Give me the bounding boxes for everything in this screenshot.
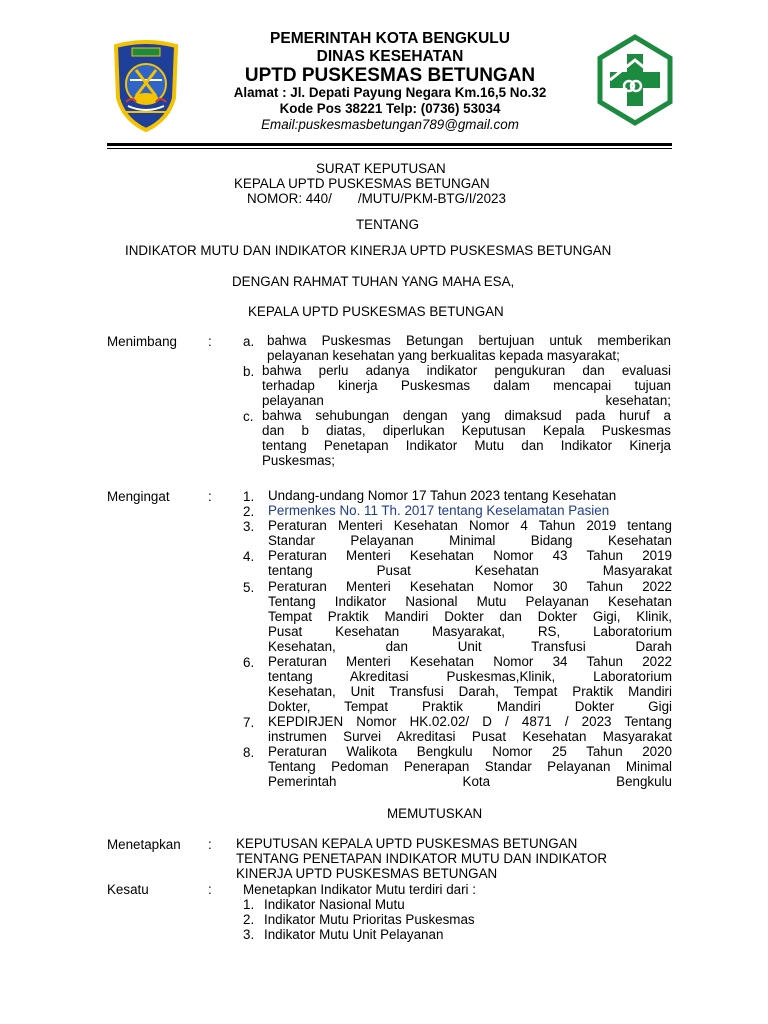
mengingat-item-7: [268, 715, 672, 745]
list-item-line: Permenkes No. 11 Th. 2017 tentang Keselamatan Pasien: [268, 503, 610, 518]
kesatu-intro: Menetapkan Indikator Mutu terdiri dari :: [243, 882, 476, 897]
mengingat-item-8: [268, 745, 672, 790]
list-item-line: Peraturan Menteri Kesehatan Nomor 4 Tahun 2019 tentang: [268, 518, 672, 533]
kesatu-item-3-mark: 3.: [243, 927, 255, 942]
kesatu-item-2-mark: 2.: [243, 912, 255, 927]
mengingat-item-2: [268, 504, 672, 519]
list-item-line: Peraturan Menteri Kesehatan Nomor 43 Tahun 2019: [268, 548, 672, 563]
list-item-line: pelayanan kesehatan;: [262, 392, 671, 408]
puskesmas-cross-icon: [596, 34, 674, 126]
letterhead-government: PEMERINTAH KOTA BENGKULU: [270, 30, 510, 47]
menetapkan-colon: :: [208, 837, 212, 852]
list-item-line: KINERJA UPTD PUSKESMAS BETUNGAN: [236, 865, 498, 881]
menimbang-item-c-mark: c.: [243, 409, 254, 424]
list-item-line: dan b diatas, diperlukan Keputusan Kepala Puskesmas: [262, 422, 671, 438]
list-item-line: terhadap kinerja Puskesmas dalam mencapai tujuan: [262, 377, 671, 393]
kesatu-label: Kesatu: [107, 882, 149, 897]
list-item-line: Peraturan Walikota Bengkulu Nomor 25 Tahun 2020: [268, 744, 672, 759]
kesatu-colon: :: [208, 882, 212, 897]
list-item-line: TENTANG PENETAPAN INDIKATOR MUTU DAN INDIKATOR: [236, 850, 607, 866]
list-item-line: pelayanan kesehatan yang berkualitas kepada masyarakat;: [267, 347, 620, 363]
mengingat-item-5-mark: 5.: [243, 580, 255, 595]
letterhead-rule-thick: [107, 143, 672, 146]
mengingat-item-3: [268, 519, 672, 549]
mengingat-item-1: [268, 489, 672, 504]
list-item-line: Standar Pelayanan Minimal Bidang Kesehatan: [268, 532, 672, 548]
letterhead-email: Email:puskesmasbetungan789@gmail.com: [261, 117, 519, 132]
mengingat-label: Mengingat: [107, 489, 170, 504]
list-item-line: Tentang Indikator Nasional Mutu Pelayanan Kesehatan: [268, 593, 672, 609]
list-item-line: bahwa perlu adanya indikator pengukuran dan evaluasi: [262, 363, 671, 378]
letterhead-institution: UPTD PUSKESMAS BETUNGAN: [244, 65, 536, 86]
letterhead-agency: DINAS KESEHATAN: [316, 48, 464, 65]
right-logo: [596, 34, 674, 126]
list-item-line: tentang Penetapan Indikator Mutu dan Indikator Kinerja: [262, 437, 671, 453]
mengingat-item-3-mark: 3.: [243, 519, 255, 534]
decree-number: NOMOR: 440/ /MUTU/PKM-BTG/I/2023: [247, 191, 506, 206]
list-item-line: Kesehatan, dan Unit Transfusi Darah: [268, 638, 672, 654]
mengingat-item-1-mark: 1.: [243, 489, 255, 504]
list-item-line: Tentang Pedoman Penerapan Standar Pelayanan Minimal: [268, 758, 672, 774]
list-item-line: Puskesmas;: [262, 452, 335, 468]
letterhead-rule-thin: [107, 148, 672, 149]
menetapkan-label: Menetapkan: [107, 837, 181, 852]
list-item-line: Pemerintah Kota Bengkulu: [268, 773, 672, 789]
mengingat-item-2-mark: 2.: [243, 504, 255, 519]
letterhead-address: Alamat : Jl. Depati Payung Negara Km.16,5 No.32: [233, 85, 547, 100]
list-item-line: KEPUTUSAN KEPALA UPTD PUSKESMAS BETUNGAN: [236, 836, 578, 851]
menimbang-item-b: [262, 364, 671, 409]
letterhead-postal: Kode Pos 38221 Telp: (0736) 53034: [279, 101, 501, 116]
kesatu-item-2: Indikator Mutu Prioritas Puskesmas: [264, 912, 475, 927]
kesatu-item-1-mark: 1.: [243, 897, 255, 912]
menimbang-item-a: [267, 334, 671, 364]
mengingat-item-7-mark: 7.: [243, 715, 255, 730]
decree-issuer: KEPALA UPTD PUSKESMAS BETUNGAN: [234, 176, 490, 191]
mengingat-colon: :: [208, 489, 212, 504]
menimbang-label: Menimbang: [107, 334, 177, 349]
list-item-line: KEPDIRJEN Nomor HK.02.02/ D / 4871 / 2023 Tentang: [268, 714, 672, 729]
list-item-line: tentang Pusat Kesehatan Masyarakat: [268, 562, 672, 578]
decree-head: KEPALA UPTD PUSKESMAS BETUNGAN: [248, 304, 504, 319]
list-item-line: Peraturan Menteri Kesehatan Nomor 34 Tahun 2022: [268, 654, 672, 669]
list-item-line: tentang Akreditasi Puskesmas,Klinik, Laboratorium: [268, 668, 672, 684]
menetapkan-text: [236, 837, 666, 882]
menimbang-item-c: [262, 409, 671, 469]
list-item-line: Pusat Kesehatan Masyarakat, RS, Laboratorium: [268, 623, 672, 639]
mengingat-item-4-mark: 4.: [243, 549, 255, 564]
menimbang-colon: :: [208, 334, 212, 349]
list-item-line: Tempat Praktik Mandiri Dokter dan Dokter Gigi, Klinik,: [268, 608, 672, 624]
list-item-line: bahwa Puskesmas Betungan bertujuan untuk memberikan: [267, 333, 671, 348]
decree-title: SURAT KEPUTUSAN: [316, 161, 446, 176]
mengingat-item-8-mark: 8.: [243, 745, 255, 760]
decree-invocation: DENGAN RAHMAT TUHAN YANG MAHA ESA,: [232, 274, 515, 289]
mengingat-item-4: [268, 549, 672, 579]
list-item-line: instrumen Survei Akreditasi Pusat Kesehatan Masyarakat: [268, 728, 672, 744]
list-item-line: Kesehatan, Unit Transfusi Darah, Tempat Praktik Mandiri: [268, 683, 672, 699]
mengingat-item-6: [268, 655, 672, 715]
menimbang-item-a-mark: a.: [243, 334, 255, 349]
list-item-line: Dokter, Tempat Praktik Mandiri Dokter Gigi: [268, 698, 672, 714]
decree-subject: INDIKATOR MUTU DAN INDIKATOR KINERJA UPTD PUSKESMAS BETUNGAN: [125, 243, 612, 258]
kesatu-item-3: Indikator Mutu Unit Pelayanan: [264, 927, 444, 942]
menimbang-item-b-mark: b.: [243, 364, 255, 379]
list-item-line: Peraturan Menteri Kesehatan Nomor 30 Tahun 2022: [268, 579, 672, 594]
left-logo: [108, 40, 184, 132]
memutuskan-heading: MEMUTUSKAN: [387, 806, 483, 821]
list-item-line: Undang-undang Nomor 17 Tahun 2023 tentang Kesehatan: [268, 488, 617, 503]
kesatu-item-1: Indikator Nasional Mutu: [264, 897, 405, 912]
mengingat-item-5: [268, 580, 672, 655]
list-item-line: bahwa sehubungan dengan yang dimaksud pada huruf a: [262, 408, 671, 423]
city-crest-icon: [108, 40, 184, 132]
mengingat-item-6-mark: 6.: [243, 655, 255, 670]
decree-about-label: TENTANG: [356, 217, 419, 232]
